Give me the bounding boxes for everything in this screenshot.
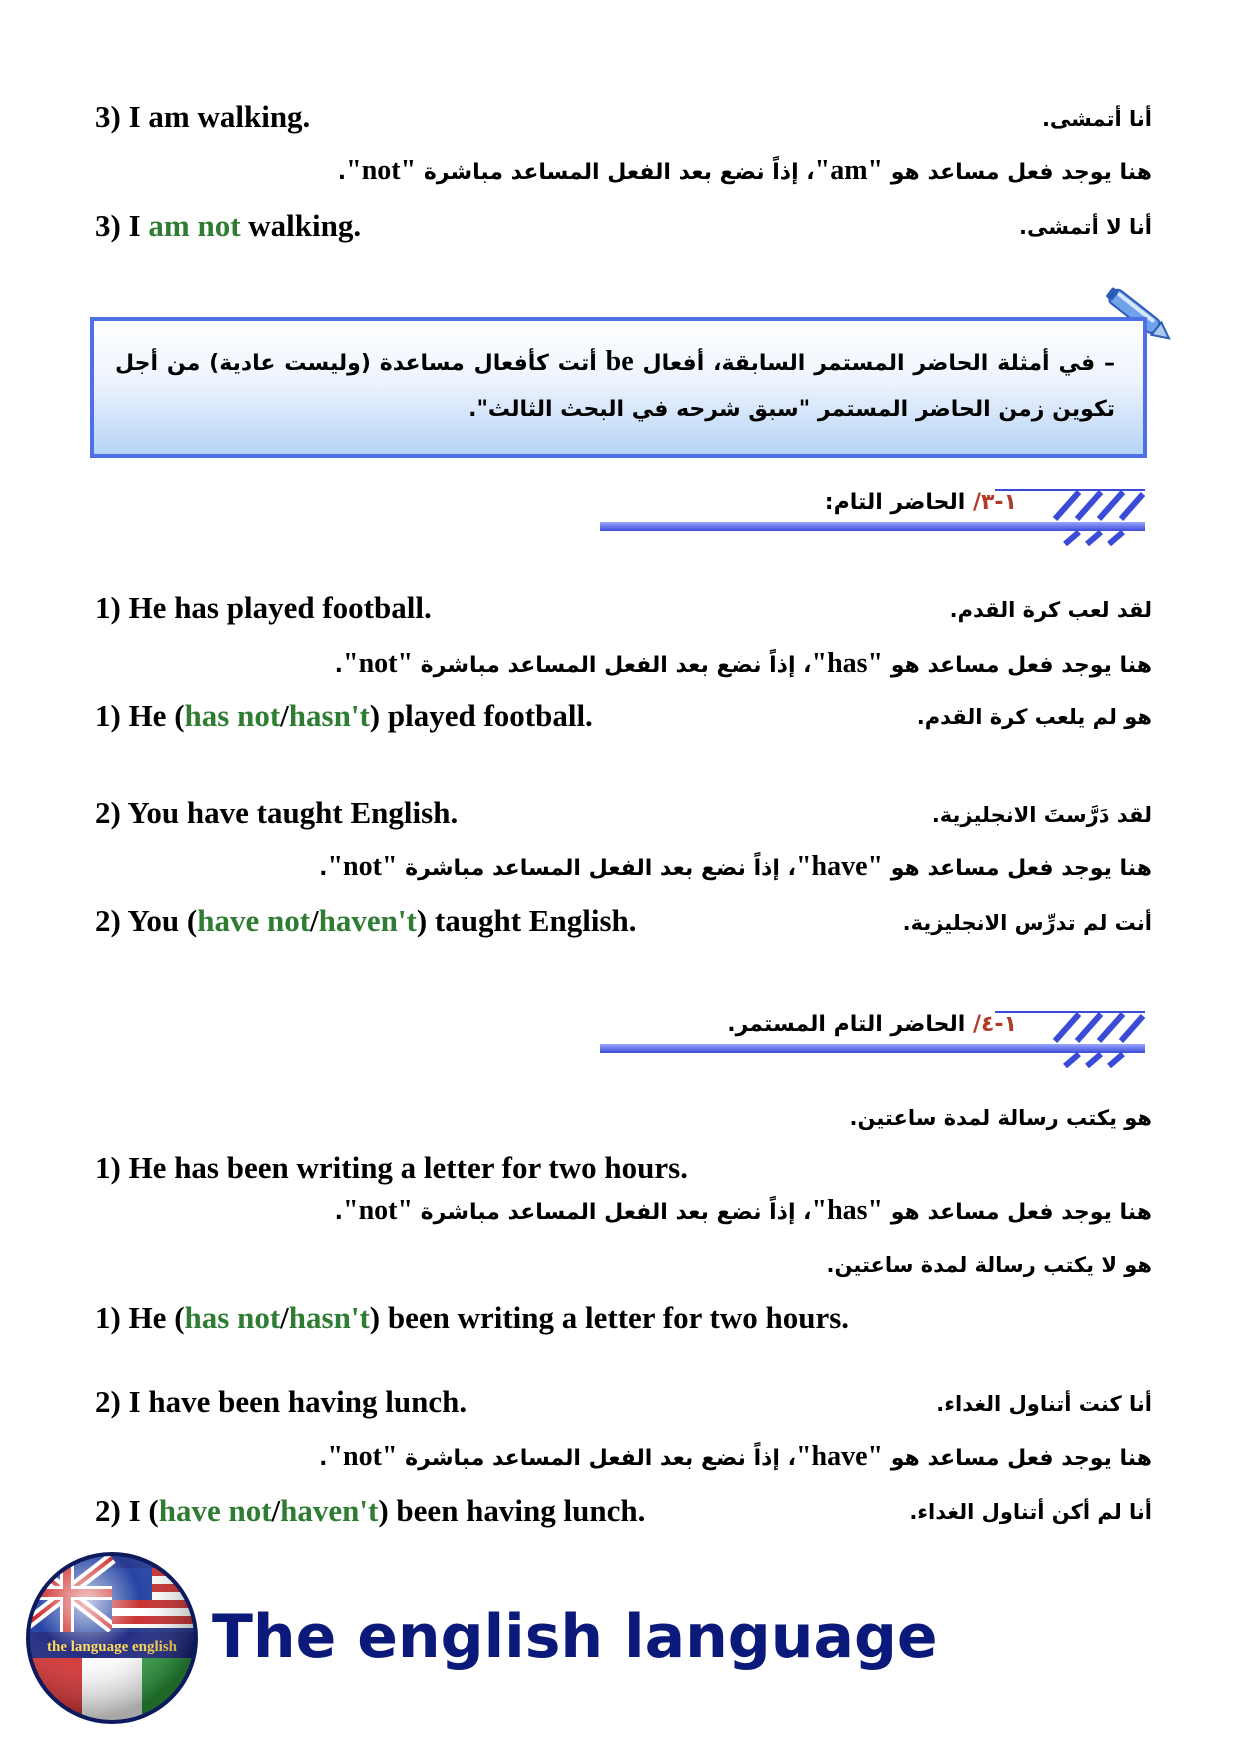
rule-note: هنا يوجد فعل مساعد هو "has"، إذاً نضع بعد الفعل المساعد مباشرة "not". <box>334 648 1152 679</box>
arabic-translation: أنا لم أكن أتناول الغداء. <box>909 1500 1152 1524</box>
example-sentence: 3) I am walking. <box>95 99 311 134</box>
info-box-text: – في أمثلة الحاضر المستمر السابقة، أفعال be أتت كأفعال مساعدة (وليست عادية) من أجل تكوين زمن الحاضر المستمر "سبق شرحه في البحث الثالث". <box>115 346 1115 422</box>
arabic-translation: هو يكتب رسالة لمدة ساعتين. <box>849 1106 1152 1130</box>
arabic-translation: أنت لم تدرِّس الانجليزية. <box>902 911 1152 935</box>
arabic-translation: لقد دَرَّستَ الانجليزية. <box>931 803 1152 827</box>
example-sentence: 2) I have been having lunch. <box>95 1384 468 1419</box>
arabic-translation: أنا أتمشى. <box>1041 107 1152 131</box>
example-sentence: 1) He has been writing a letter for two hours. <box>95 1150 688 1185</box>
section-title: ١-٤/ الحاضر التام المستمر. <box>727 1012 1017 1037</box>
negative-sentence: 1) He (has not/hasn't) played football. <box>95 698 593 733</box>
rule-note: هنا يوجد فعل مساعد هو "have"، إذاً نضع بعد الفعل المساعد مباشرة "not". <box>319 1441 1152 1472</box>
arabic-translation: لقد لعب كرة القدم. <box>949 598 1152 622</box>
rule-note: هنا يوجد فعل مساعد هو "am"، إذاً نضع بعد الفعل المساعد مباشرة "not". <box>337 155 1152 186</box>
rule-note: هنا يوجد فعل مساعد هو "have"، إذاً نضع بعد الفعل المساعد مباشرة "not". <box>319 851 1152 882</box>
arabic-translation: أنا لا أتمشى. <box>1019 215 1152 239</box>
arabic-translation: أنا كنت أتناول الغداء. <box>936 1392 1152 1416</box>
negative-sentence: 1) He (has not/hasn't) been writing a letter for two hours. <box>95 1300 850 1335</box>
section-header-present-perfect <box>600 488 1145 546</box>
globe-logo <box>22 1548 202 1728</box>
arabic-translation: هو لم يلعب كرة القدم. <box>916 705 1152 729</box>
negative-sentence: 2) I (have not/haven't) been having lunch. <box>95 1493 646 1528</box>
rule-note: هنا يوجد فعل مساعد هو "has"، إذاً نضع بعد الفعل المساعد مباشرة "not". <box>334 1195 1152 1226</box>
info-box <box>90 317 1147 458</box>
stripes-icon <box>995 488 1145 546</box>
section-title: ١-٣/ الحاضر التام: <box>824 490 1017 515</box>
section-header-present-perfect-continuous <box>600 1010 1145 1068</box>
arabic-translation: هو لا يكتب رسالة لمدة ساعتين. <box>826 1253 1152 1277</box>
example-sentence: 2) You have taught English. <box>95 795 459 830</box>
example-sentence: 1) He has played football. <box>95 590 432 625</box>
negative-sentence: 2) You (have not/haven't) taught English. <box>95 903 637 938</box>
stripes-icon <box>995 1010 1145 1068</box>
footer-title: The english language <box>212 1602 938 1672</box>
negative-sentence: 3) I am not walking. <box>95 208 362 243</box>
